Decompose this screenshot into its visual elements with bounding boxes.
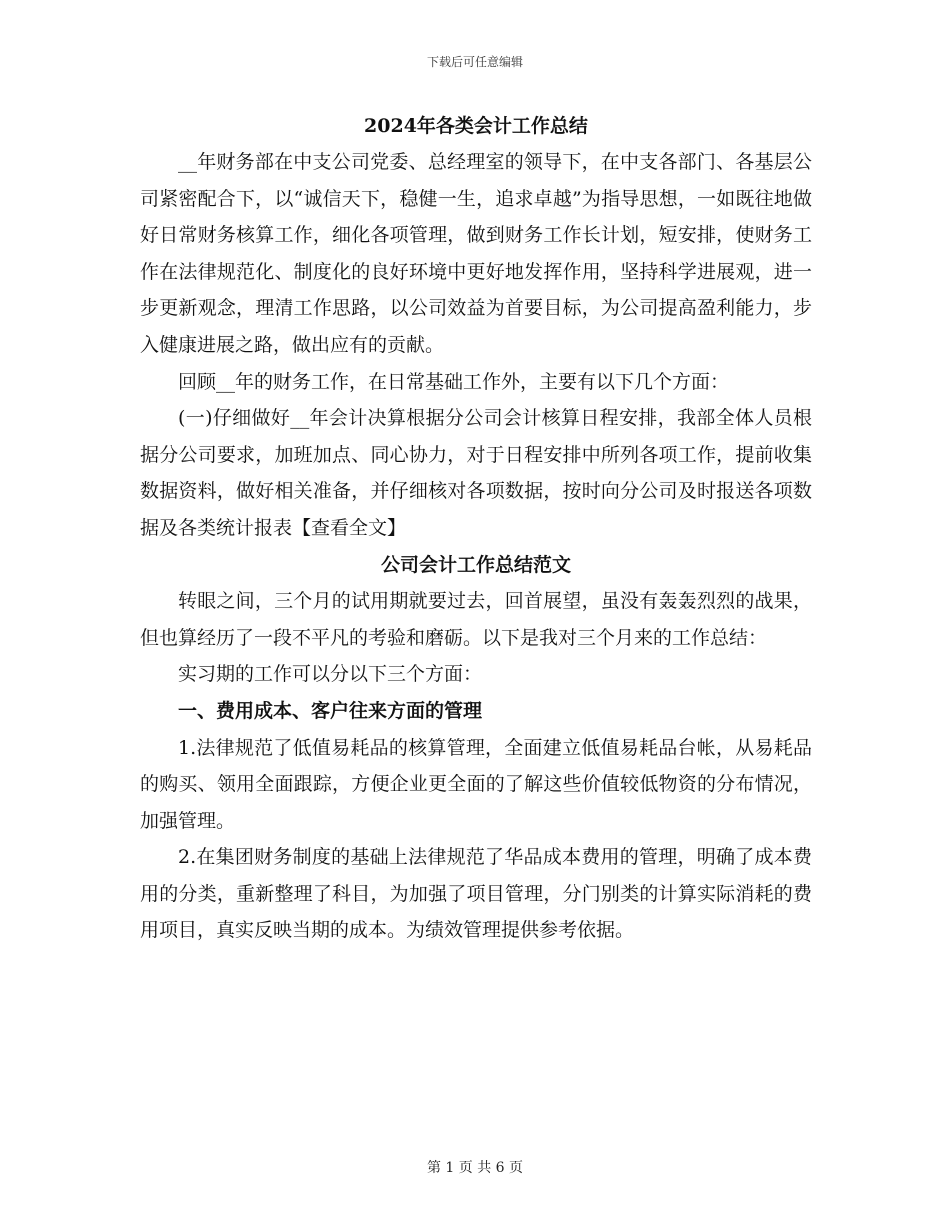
section-title: 公司会计工作总结范文 xyxy=(380,553,571,576)
page-footer: 第 1 页 共 6 页 xyxy=(426,1160,524,1176)
page-header: 下载后可任意编辑 xyxy=(426,55,523,69)
paragraph-aspects: 实习期的工作可以分以下三个方面： xyxy=(178,663,483,686)
paragraph-point-1: 1.法律规范了低值易耗品的核算管理，全面建立低值易耗品台帐，从易耗品的购买、领用全面跟踪，方便企业更全面的了解这些价值较低物资的分布情况，加强管理。 xyxy=(140,736,812,832)
paragraph-item-1: (一)仔细做好__年会计决算根据分公司会计核算日程安排，我部全体人员根据分公司要求，加班加点、同心协力，对于日程安排中所列各项工作，提前收集数据资料，做好相关准备，并仔细核对各项数据，按时向分公司及时报送各项数据及各类统计报表【查看全文】 xyxy=(140,407,812,539)
document-body xyxy=(140,108,812,949)
paragraph-probation: 转眼之间，三个月的试用期就要过去，回首展望，虽没有轰轰烈烈的战果，但也算经历了一段不平凡的考验和磨砺。以下是我对三个月来的工作总结： xyxy=(140,590,812,649)
section-heading: 一、费用成本、客户往来方面的管理 xyxy=(178,699,483,722)
document-title: 2024年各类会计工作总结 xyxy=(364,115,588,137)
paragraph-point-2: 2.在集团财务制度的基础上法律规范了华品成本费用的管理，明确了成本费用的分类，重新整理了科目，为加强了项目管理，分门别类的计算实际消耗的费用项目，真实反映当期的成本。为绩效管理提供参考依据。 xyxy=(140,846,812,942)
paragraph-intro: __年财务部在中支公司党委、总经理室的领导下，在中支各部门、各基层公司紧密配合下，以“诚信天下，稳健一生，追求卓越”为指导思想，一如既往地做好日常财务核算工作，细化各项管理，做到财务工作长计划，短安排，使财务工作在法律规范化、制度化的良好环境中更好地发挥作用，坚持科学进展观，进一步更新观念，理清工作思路，以公司效益为首要目标，为公司提高盈利能力，步入健康进展之路，做出应有的贡献。 xyxy=(140,151,812,356)
paragraph-review: 回顾__年的财务工作，在日常基础工作外，主要有以下几个方面： xyxy=(178,370,730,393)
